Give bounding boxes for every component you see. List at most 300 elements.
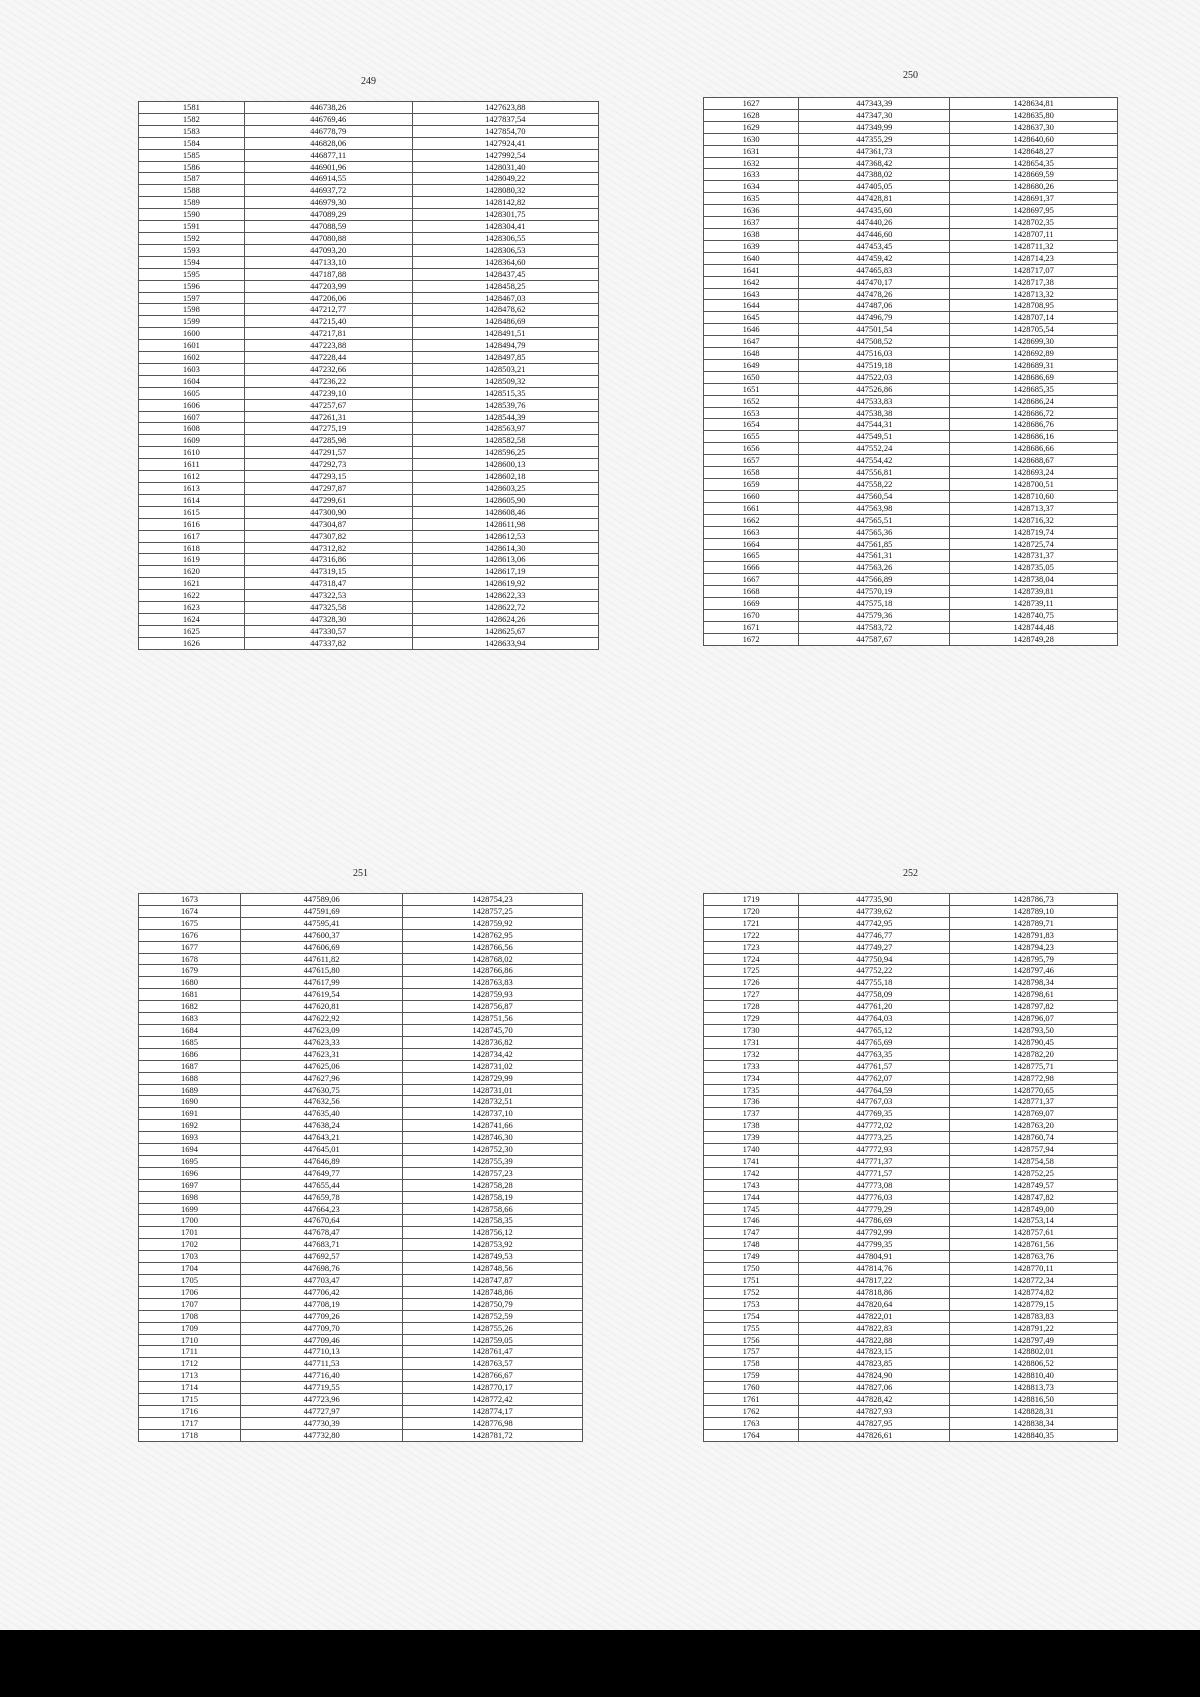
- x-coordinate-cell: 447080,88: [244, 232, 412, 244]
- point-number-cell: 1683: [139, 1013, 241, 1025]
- table-row: [704, 574, 1118, 586]
- y-coordinate-cell: 1428802,01: [950, 1346, 1118, 1358]
- x-coordinate-cell: 447595,41: [241, 917, 403, 929]
- point-number-cell: 1715: [139, 1394, 241, 1406]
- y-coordinate-cell: 1428736,82: [403, 1036, 583, 1048]
- x-coordinate-cell: 447750,94: [799, 953, 950, 965]
- point-number-cell: 1663: [704, 526, 799, 538]
- point-number-cell: 1725: [704, 965, 799, 977]
- table-row: [704, 1144, 1118, 1156]
- x-coordinate-cell: 447501,54: [799, 324, 950, 336]
- y-coordinate-cell: 1428611,98: [412, 518, 598, 530]
- point-number-cell: 1627: [704, 98, 799, 110]
- table-row: [704, 371, 1118, 383]
- table-row: [139, 1370, 583, 1382]
- table-row: [139, 471, 599, 483]
- table-row: [704, 1334, 1118, 1346]
- x-coordinate-cell: 447589,06: [241, 894, 403, 906]
- point-number-cell: 1721: [704, 917, 799, 929]
- point-number-cell: 1723: [704, 941, 799, 953]
- table-row: [139, 375, 599, 387]
- y-coordinate-cell: 1428602,18: [412, 471, 598, 483]
- table-row: [139, 1132, 583, 1144]
- y-coordinate-cell: 1428770,17: [403, 1382, 583, 1394]
- table-row: [139, 554, 599, 566]
- y-coordinate-cell: 1428752,59: [403, 1310, 583, 1322]
- y-coordinate-cell: 1428617,19: [412, 566, 598, 578]
- table-row: [139, 566, 599, 578]
- x-coordinate-cell: 447716,40: [241, 1370, 403, 1382]
- point-number-cell: 1728: [704, 1001, 799, 1013]
- x-coordinate-cell: 447773,08: [799, 1179, 950, 1191]
- table-row: [139, 530, 599, 542]
- y-coordinate-cell: 1428758,19: [403, 1191, 583, 1203]
- y-coordinate-cell: 1427623,88: [412, 102, 598, 114]
- x-coordinate-cell: 447711,53: [241, 1358, 403, 1370]
- y-coordinate-cell: 1428686,72: [950, 407, 1118, 419]
- x-coordinate-cell: 447646,89: [241, 1155, 403, 1167]
- table-row: [704, 1191, 1118, 1203]
- y-coordinate-cell: 1428142,82: [412, 197, 598, 209]
- y-coordinate-cell: 1428782,20: [950, 1048, 1118, 1060]
- y-coordinate-cell: 1428603,25: [412, 483, 598, 495]
- table-row: [139, 328, 599, 340]
- point-number-cell: 1734: [704, 1072, 799, 1084]
- point-number-cell: 1637: [704, 217, 799, 229]
- table-row: [704, 1215, 1118, 1227]
- x-coordinate-cell: 447827,06: [799, 1382, 950, 1394]
- x-coordinate-cell: 447761,57: [799, 1060, 950, 1072]
- x-coordinate-cell: 447749,27: [799, 941, 950, 953]
- y-coordinate-cell: 1428637,30: [950, 121, 1118, 133]
- table-row: [704, 490, 1118, 502]
- x-coordinate-cell: 446979,30: [244, 197, 412, 209]
- table-row: [704, 1227, 1118, 1239]
- point-number-cell: 1591: [139, 221, 245, 233]
- point-number-cell: 1643: [704, 288, 799, 300]
- x-coordinate-cell: 447761,20: [799, 1001, 950, 1013]
- y-coordinate-cell: 1428640,60: [950, 133, 1118, 145]
- x-coordinate-cell: 447799,35: [799, 1239, 950, 1251]
- x-coordinate-cell: 447522,03: [799, 371, 950, 383]
- point-number-cell: 1709: [139, 1322, 241, 1334]
- x-coordinate-cell: 447827,95: [799, 1417, 950, 1429]
- x-coordinate-cell: 447709,26: [241, 1310, 403, 1322]
- y-coordinate-cell: 1428605,90: [412, 494, 598, 506]
- y-coordinate-cell: 1428747,82: [950, 1191, 1118, 1203]
- point-number-cell: 1749: [704, 1251, 799, 1263]
- table-row: [139, 411, 599, 423]
- point-number-cell: 1751: [704, 1275, 799, 1287]
- table-row: [704, 217, 1118, 229]
- table-row: [704, 264, 1118, 276]
- point-number-cell: 1645: [704, 312, 799, 324]
- table-row: [704, 609, 1118, 621]
- y-coordinate-cell: 1428686,69: [950, 371, 1118, 383]
- point-number-cell: 1746: [704, 1215, 799, 1227]
- point-number-cell: 1673: [139, 894, 241, 906]
- table-row: [704, 598, 1118, 610]
- y-coordinate-cell: 1428634,81: [950, 98, 1118, 110]
- y-coordinate-cell: 1428686,24: [950, 395, 1118, 407]
- y-coordinate-cell: 1428770,65: [950, 1084, 1118, 1096]
- point-number-cell: 1693: [139, 1132, 241, 1144]
- x-coordinate-cell: 447428,81: [799, 193, 950, 205]
- point-number-cell: 1690: [139, 1096, 241, 1108]
- table-row: [704, 252, 1118, 264]
- point-number-cell: 1739: [704, 1132, 799, 1144]
- y-coordinate-cell: 1428757,25: [403, 905, 583, 917]
- x-coordinate-cell: 447769,35: [799, 1108, 950, 1120]
- page-number: 250: [903, 70, 918, 81]
- table-row: [139, 965, 583, 977]
- x-coordinate-cell: 447638,24: [241, 1120, 403, 1132]
- point-number-cell: 1625: [139, 625, 245, 637]
- table-row: [139, 161, 599, 173]
- y-coordinate-cell: 1428755,39: [403, 1155, 583, 1167]
- x-coordinate-cell: 447239,10: [244, 387, 412, 399]
- table-row: [139, 292, 599, 304]
- x-coordinate-cell: 447275,19: [244, 423, 412, 435]
- x-coordinate-cell: 447533,83: [799, 395, 950, 407]
- y-coordinate-cell: 1428758,28: [403, 1179, 583, 1191]
- y-coordinate-cell: 1428691,37: [950, 193, 1118, 205]
- table-row: [139, 1072, 583, 1084]
- point-number-cell: 1744: [704, 1191, 799, 1203]
- y-coordinate-cell: 1428768,02: [403, 953, 583, 965]
- point-number-cell: 1590: [139, 209, 245, 221]
- table-row: [139, 1429, 583, 1441]
- x-coordinate-cell: 447587,67: [799, 633, 950, 645]
- table-row: [139, 185, 599, 197]
- point-number-cell: 1748: [704, 1239, 799, 1251]
- x-coordinate-cell: 447232,66: [244, 363, 412, 375]
- x-coordinate-cell: 447575,18: [799, 598, 950, 610]
- y-coordinate-cell: 1428797,82: [950, 1001, 1118, 1013]
- point-number-cell: 1706: [139, 1286, 241, 1298]
- point-number-cell: 1665: [704, 550, 799, 562]
- y-coordinate-cell: 1428600,13: [412, 459, 598, 471]
- y-coordinate-cell: 1428596,25: [412, 447, 598, 459]
- x-coordinate-cell: 446828,06: [244, 137, 412, 149]
- y-coordinate-cell: 1428763,76: [950, 1251, 1118, 1263]
- point-number-cell: 1686: [139, 1048, 241, 1060]
- x-coordinate-cell: 447526,86: [799, 383, 950, 395]
- y-coordinate-cell: 1428437,45: [412, 268, 598, 280]
- table-row: [139, 1155, 583, 1167]
- y-coordinate-cell: 1428756,87: [403, 1001, 583, 1013]
- x-coordinate-cell: 447739,62: [799, 905, 950, 917]
- x-coordinate-cell: 447611,82: [241, 953, 403, 965]
- table-row: [139, 941, 583, 953]
- point-number-cell: 1722: [704, 929, 799, 941]
- table-row: [139, 929, 583, 941]
- x-coordinate-cell: 447771,37: [799, 1155, 950, 1167]
- point-number-cell: 1717: [139, 1417, 241, 1429]
- point-number-cell: 1603: [139, 363, 245, 375]
- x-coordinate-cell: 447316,86: [244, 554, 412, 566]
- table-row: [139, 1013, 583, 1025]
- point-number-cell: 1660: [704, 490, 799, 502]
- y-coordinate-cell: 1428776,98: [403, 1417, 583, 1429]
- table-row: [704, 455, 1118, 467]
- point-number-cell: 1757: [704, 1346, 799, 1358]
- table-row: [139, 316, 599, 328]
- y-coordinate-cell: 1428791,22: [950, 1322, 1118, 1334]
- point-number-cell: 1688: [139, 1072, 241, 1084]
- point-number-cell: 1763: [704, 1417, 799, 1429]
- y-coordinate-cell: 1428731,01: [403, 1084, 583, 1096]
- x-coordinate-cell: 447325,58: [244, 602, 412, 614]
- y-coordinate-cell: 1428491,51: [412, 328, 598, 340]
- table-row: [139, 494, 599, 506]
- x-coordinate-cell: 447435,60: [799, 205, 950, 217]
- y-coordinate-cell: 1428797,46: [950, 965, 1118, 977]
- coordinate-table: [138, 893, 583, 1442]
- y-coordinate-cell: 1428813,73: [950, 1382, 1118, 1394]
- x-coordinate-cell: 446877,11: [244, 149, 412, 161]
- y-coordinate-cell: 1428741,66: [403, 1120, 583, 1132]
- point-number-cell: 1671: [704, 621, 799, 633]
- point-number-cell: 1609: [139, 435, 245, 447]
- coordinate-table: [703, 893, 1118, 1442]
- y-coordinate-cell: 1428749,00: [950, 1203, 1118, 1215]
- x-coordinate-cell: 447623,33: [241, 1036, 403, 1048]
- x-coordinate-cell: 447563,26: [799, 562, 950, 574]
- table-row: [704, 526, 1118, 538]
- table-row: [139, 602, 599, 614]
- point-number-cell: 1676: [139, 929, 241, 941]
- table-row: [704, 1417, 1118, 1429]
- table-row: [704, 1310, 1118, 1322]
- y-coordinate-cell: 1428753,92: [403, 1239, 583, 1251]
- x-coordinate-cell: 447217,81: [244, 328, 412, 340]
- table-row: [704, 300, 1118, 312]
- x-coordinate-cell: 447779,29: [799, 1203, 950, 1215]
- y-coordinate-cell: 1428745,70: [403, 1024, 583, 1036]
- table-row: [139, 1382, 583, 1394]
- point-number-cell: 1729: [704, 1013, 799, 1025]
- y-coordinate-cell: 1428624,26: [412, 613, 598, 625]
- table-row: [704, 1298, 1118, 1310]
- table-row: [704, 157, 1118, 169]
- y-coordinate-cell: 1428762,95: [403, 929, 583, 941]
- point-number-cell: 1752: [704, 1286, 799, 1298]
- point-number-cell: 1661: [704, 502, 799, 514]
- y-coordinate-cell: 1428731,37: [950, 550, 1118, 562]
- x-coordinate-cell: 447822,01: [799, 1310, 950, 1322]
- x-coordinate-cell: 447516,03: [799, 348, 950, 360]
- point-number-cell: 1694: [139, 1144, 241, 1156]
- x-coordinate-cell: 447742,95: [799, 917, 950, 929]
- table-row: [139, 1310, 583, 1322]
- table-row: [704, 324, 1118, 336]
- coordinate-table: [703, 97, 1118, 646]
- point-number-cell: 1618: [139, 542, 245, 554]
- x-coordinate-cell: 447655,44: [241, 1179, 403, 1191]
- point-number-cell: 1743: [704, 1179, 799, 1191]
- y-coordinate-cell: 1428739,81: [950, 586, 1118, 598]
- table-row: [139, 905, 583, 917]
- y-coordinate-cell: 1428711,32: [950, 240, 1118, 252]
- y-coordinate-cell: 1428749,28: [950, 633, 1118, 645]
- x-coordinate-cell: 447758,09: [799, 989, 950, 1001]
- point-number-cell: 1626: [139, 637, 245, 649]
- point-number-cell: 1648: [704, 348, 799, 360]
- y-coordinate-cell: 1428747,87: [403, 1275, 583, 1287]
- table-row: [704, 1251, 1118, 1263]
- x-coordinate-cell: 447440,26: [799, 217, 950, 229]
- y-coordinate-cell: 1428760,74: [950, 1132, 1118, 1144]
- point-number-cell: 1666: [704, 562, 799, 574]
- x-coordinate-cell: 447755,18: [799, 977, 950, 989]
- y-coordinate-cell: 1428763,20: [950, 1120, 1118, 1132]
- x-coordinate-cell: 447600,37: [241, 929, 403, 941]
- y-coordinate-cell: 1428486,69: [412, 316, 598, 328]
- point-number-cell: 1702: [139, 1239, 241, 1251]
- x-coordinate-cell: 447554,42: [799, 455, 950, 467]
- page-number: 251: [353, 868, 368, 879]
- y-coordinate-cell: 1428758,66: [403, 1203, 583, 1215]
- table-row: [139, 506, 599, 518]
- point-number-cell: 1687: [139, 1060, 241, 1072]
- x-coordinate-cell: 447762,07: [799, 1072, 950, 1084]
- point-number-cell: 1703: [139, 1251, 241, 1263]
- table-row: [704, 1370, 1118, 1382]
- point-number-cell: 1719: [704, 894, 799, 906]
- x-coordinate-cell: 447453,45: [799, 240, 950, 252]
- table-row: [139, 137, 599, 149]
- x-coordinate-cell: 447487,06: [799, 300, 950, 312]
- table-row: [139, 917, 583, 929]
- point-number-cell: 1631: [704, 145, 799, 157]
- point-number-cell: 1756: [704, 1334, 799, 1346]
- point-number-cell: 1616: [139, 518, 245, 530]
- y-coordinate-cell: 1428692,89: [950, 348, 1118, 360]
- point-number-cell: 1601: [139, 340, 245, 352]
- x-coordinate-cell: 447763,35: [799, 1048, 950, 1060]
- point-number-cell: 1731: [704, 1036, 799, 1048]
- table-row: [139, 1001, 583, 1013]
- y-coordinate-cell: 1428729,99: [403, 1072, 583, 1084]
- x-coordinate-cell: 447312,82: [244, 542, 412, 554]
- x-coordinate-cell: 447692,57: [241, 1251, 403, 1263]
- x-coordinate-cell: 447496,79: [799, 312, 950, 324]
- table-row: [704, 550, 1118, 562]
- x-coordinate-cell: 447683,71: [241, 1239, 403, 1251]
- x-coordinate-cell: 446914,55: [244, 173, 412, 185]
- x-coordinate-cell: 447368,42: [799, 157, 950, 169]
- table-row: [139, 173, 599, 185]
- point-number-cell: 1629: [704, 121, 799, 133]
- y-coordinate-cell: 1428582,58: [412, 435, 598, 447]
- table-row: [704, 1001, 1118, 1013]
- table-row: [139, 894, 583, 906]
- y-coordinate-cell: 1428714,23: [950, 252, 1118, 264]
- point-number-cell: 1764: [704, 1429, 799, 1441]
- x-coordinate-cell: 447343,39: [799, 98, 950, 110]
- x-coordinate-cell: 447566,89: [799, 574, 950, 586]
- point-number-cell: 1607: [139, 411, 245, 423]
- table-row: [139, 578, 599, 590]
- y-coordinate-cell: 1428756,12: [403, 1227, 583, 1239]
- y-coordinate-cell: 1428789,10: [950, 905, 1118, 917]
- y-coordinate-cell: 1428789,71: [950, 917, 1118, 929]
- y-coordinate-cell: 1428752,30: [403, 1144, 583, 1156]
- table-row: [139, 1227, 583, 1239]
- point-number-cell: 1664: [704, 538, 799, 550]
- x-coordinate-cell: 447732,80: [241, 1429, 403, 1441]
- point-number-cell: 1584: [139, 137, 245, 149]
- y-coordinate-cell: 1428306,53: [412, 244, 598, 256]
- y-coordinate-cell: 1428049,22: [412, 173, 598, 185]
- point-number-cell: 1651: [704, 383, 799, 395]
- y-coordinate-cell: 1428793,50: [950, 1024, 1118, 1036]
- x-coordinate-cell: 447822,83: [799, 1322, 950, 1334]
- y-coordinate-cell: 1428749,53: [403, 1251, 583, 1263]
- table-row: [704, 1024, 1118, 1036]
- table-row: [704, 1013, 1118, 1025]
- x-coordinate-cell: 447719,55: [241, 1382, 403, 1394]
- y-coordinate-cell: 1428648,27: [950, 145, 1118, 157]
- point-number-cell: 1608: [139, 423, 245, 435]
- table-row: [139, 1203, 583, 1215]
- point-number-cell: 1587: [139, 173, 245, 185]
- table-row: [704, 336, 1118, 348]
- x-coordinate-cell: 447659,78: [241, 1191, 403, 1203]
- point-number-cell: 1597: [139, 292, 245, 304]
- x-coordinate-cell: 447723,96: [241, 1394, 403, 1406]
- point-number-cell: 1653: [704, 407, 799, 419]
- point-number-cell: 1680: [139, 977, 241, 989]
- y-coordinate-cell: 1428766,56: [403, 941, 583, 953]
- point-number-cell: 1689: [139, 1084, 241, 1096]
- table-row: [704, 169, 1118, 181]
- point-number-cell: 1701: [139, 1227, 241, 1239]
- table-row: [704, 419, 1118, 431]
- x-coordinate-cell: 447824,90: [799, 1370, 950, 1382]
- y-coordinate-cell: 1428031,40: [412, 161, 598, 173]
- x-coordinate-cell: 447478,26: [799, 288, 950, 300]
- x-coordinate-cell: 447318,47: [244, 578, 412, 590]
- x-coordinate-cell: 447623,09: [241, 1024, 403, 1036]
- y-coordinate-cell: 1428717,07: [950, 264, 1118, 276]
- x-coordinate-cell: 447459,42: [799, 252, 950, 264]
- x-coordinate-cell: 447617,99: [241, 977, 403, 989]
- table-row: [139, 209, 599, 221]
- scan-bottom-border: [0, 1630, 1200, 1697]
- x-coordinate-cell: 447710,13: [241, 1346, 403, 1358]
- y-coordinate-cell: 1428614,30: [412, 542, 598, 554]
- x-coordinate-cell: 447772,02: [799, 1120, 950, 1132]
- y-coordinate-cell: 1428772,98: [950, 1072, 1118, 1084]
- table-row: [704, 1275, 1118, 1287]
- x-coordinate-cell: 447764,59: [799, 1084, 950, 1096]
- point-number-cell: 1602: [139, 352, 245, 364]
- point-number-cell: 1668: [704, 586, 799, 598]
- x-coordinate-cell: 447735,90: [799, 894, 950, 906]
- table-row: [139, 352, 599, 364]
- point-number-cell: 1726: [704, 977, 799, 989]
- table-row: [704, 905, 1118, 917]
- point-number-cell: 1599: [139, 316, 245, 328]
- y-coordinate-cell: 1428688,67: [950, 455, 1118, 467]
- x-coordinate-cell: 447299,61: [244, 494, 412, 506]
- table-row: [704, 1120, 1118, 1132]
- y-coordinate-cell: 1428732,51: [403, 1096, 583, 1108]
- x-coordinate-cell: 447643,21: [241, 1132, 403, 1144]
- y-coordinate-cell: 1428697,95: [950, 205, 1118, 217]
